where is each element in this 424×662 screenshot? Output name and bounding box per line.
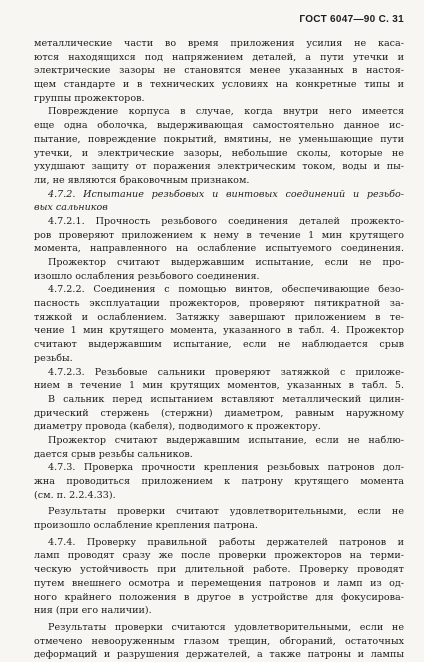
text-line: нием в течение 1 мин крутящих моментов, указанных в табл. 5. [34, 380, 404, 392]
text-line: 4.7.2.3. Резьбовые сальники проверяют затяжкой с приложе- [48, 366, 404, 378]
text-line: 4.7.2.1. Прочность резьбового соединения деталей прожекто- [48, 215, 404, 227]
text-line: пасность эксплуатации прожекторов, проверяют пятикратной за- [34, 298, 404, 310]
page-header: ГОСТ 6047—90 С. 31 [299, 14, 404, 25]
text-line: Прожектор считают выдержавшим испытание, если не про- [48, 257, 404, 268]
text-line: тяжкой и ослаблением. Затяжку завершают приложением в те- [34, 311, 404, 323]
text-line: 4.7.3. Проверка прочности крепления резьбовых патронов дол- [48, 462, 404, 474]
text-line: жна проводиться приложением к патрону крутящего момента [34, 476, 404, 487]
text-line: чение 1 мин крутящего момента, указанного в табл. 4. Прожектор [34, 325, 404, 337]
text-line: 4.7.4. Проверку правильной работы держателей патронов и [48, 536, 404, 548]
text-line: (см. п. 2.2.4.33). [34, 489, 116, 501]
section-heading-line: 4.7.2. Испытание резьбовых и винтовых соединений и резьбо- [48, 188, 404, 200]
text-line: дается срыв резьбы сальников. [34, 448, 193, 460]
body-text [34, 37, 404, 662]
text-line: момента, направленного на ослабление испытуемого соединения. [34, 243, 404, 255]
text-line: считают выдержавшим испытание, если не наблюдается срыв [34, 339, 404, 351]
text-line: ного крайнего положения в другое в устройстве для фокусирова- [34, 591, 404, 603]
text-line: 4.7.2.2. Соединения с помощью винтов, обеспечивающие безо- [48, 284, 404, 296]
text-line: металлические части во время приложения усилия не каса- [34, 38, 404, 49]
text-line: ческую устойчивость при длительной работе. Проверку проводят [34, 564, 404, 576]
text-line: ния (при его наличии). [34, 605, 152, 617]
text-line: путем внешнего осмотра и перемещения патронов и ламп из од- [34, 577, 404, 589]
text-line: ров проверяют приложением к нему в течение 1 мин крутящего [34, 229, 404, 241]
text-line: ли, не являются браковочным признаком. [34, 174, 250, 186]
text-line: В сальник перед испытанием вставляют металлический цилин- [48, 393, 404, 405]
text-line: еще одна оболочка, выдерживающая самостоятельно данное ис- [34, 120, 404, 132]
text-line: деформаций и разрушения держателей, а также патроны и лампы [34, 649, 404, 661]
text-line: группы прожекторов. [34, 92, 145, 104]
text-line: пытание, повреждение покрытий, вмятины, не уменьшающие пути [34, 133, 404, 145]
text-line: Прожектор считают выдержавшим испытание, если не наблю- [48, 434, 404, 446]
text-line: изошло ослабления резьбового соединения. [34, 270, 260, 282]
text-line: отмечено невооруженным глазом трещин, обгораний, остаточных [34, 635, 404, 647]
text-line: ухудшают защиту от поражения электрическим током, воды и пы- [34, 161, 404, 173]
text-line: дрический стержень (стержни) диаметром, равным наружному [34, 407, 404, 419]
text-line: Результаты проверки считают удовлетворительными, если не [48, 506, 404, 518]
text-line: ются находящихся под напряжением деталей, а пути утечки и [34, 51, 404, 63]
text-line: диаметру провода (кабеля), подводимого к прожектору. [34, 421, 321, 433]
text-line: Повреждение корпуса в случае, когда внутри него имеется [48, 106, 404, 118]
text-line: произошло ослабление крепления патрона. [34, 520, 258, 532]
text-line: резьбы. [34, 352, 73, 364]
text-line: утечки, и электрические зазоры, небольшие сколы, которые не [34, 147, 404, 159]
text-line: ламп проводят сразу же после проверки прожекторов на терми- [34, 550, 404, 562]
text-line: электрические зазоры не становятся менее указанных в настоя- [34, 65, 404, 77]
text-line: щем стандарте и в технических условиях на конкретные типы и [34, 79, 404, 91]
text-line: Результаты проверки считаются удовлетворительными, если не [48, 621, 404, 633]
section-heading-line: вых сальников [34, 202, 108, 214]
